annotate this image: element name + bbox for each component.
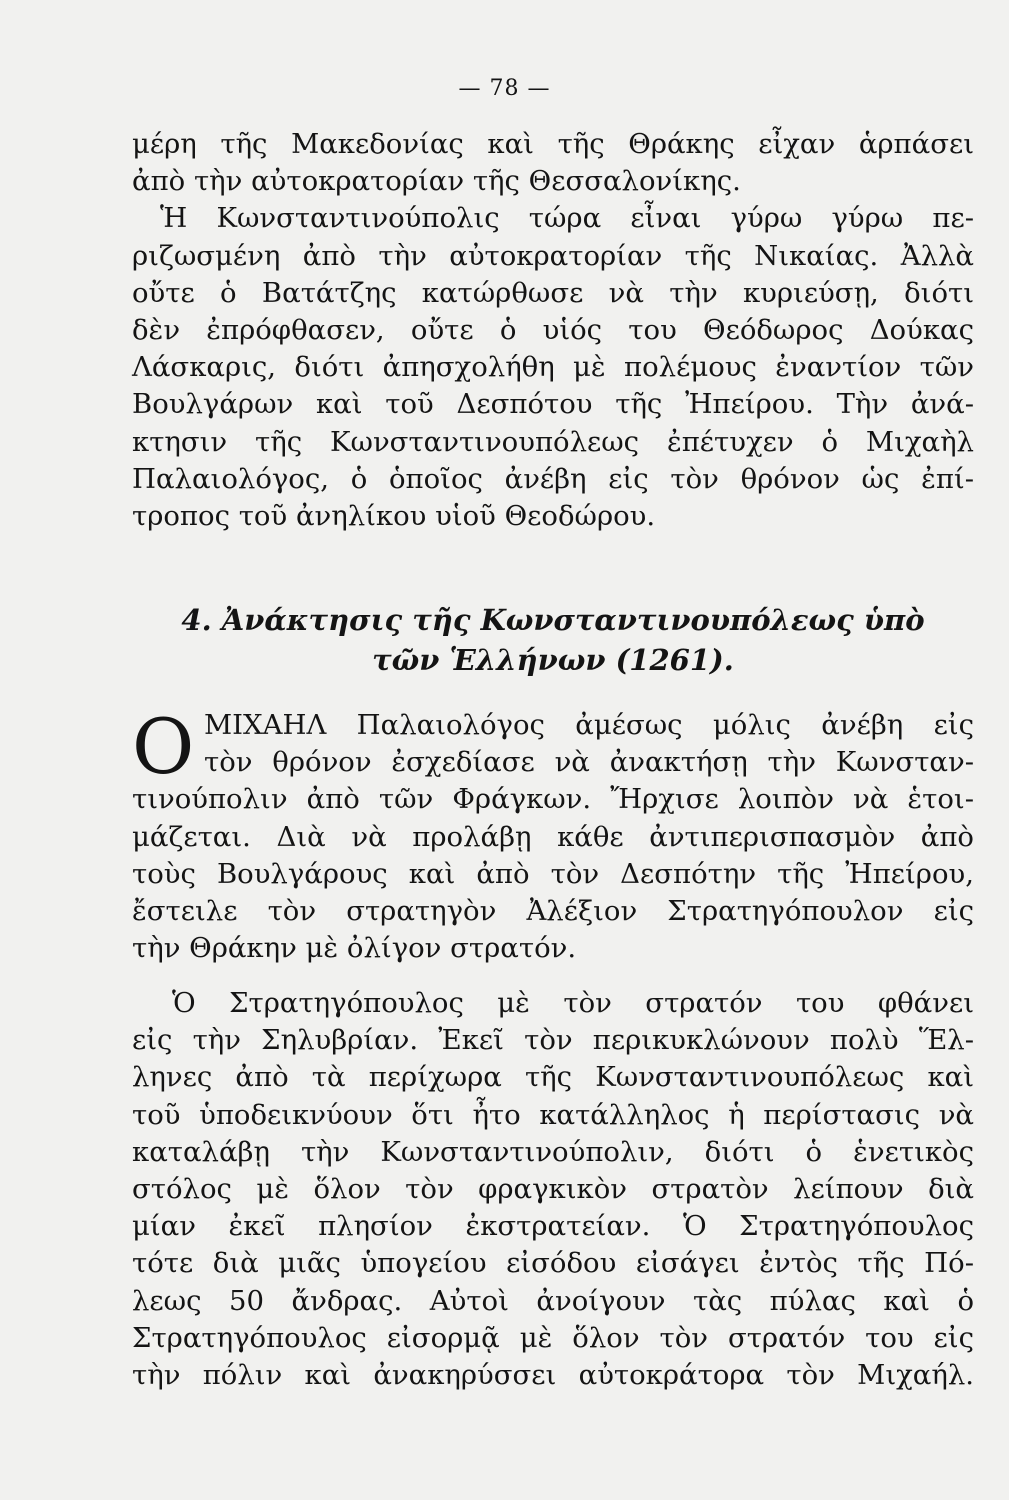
text-line: καταλάβῃ τὴν Κωνσταντινούπολιν, διότι ὁ ἑνετικὸς (132, 1135, 974, 1168)
page-number: — 78 — (458, 76, 551, 101)
text-line: ληνες ἀπὸ τὰ περίχωρα τῆς Κωνσταντινουπόλεως καὶ (132, 1061, 974, 1094)
text-line: τινούπολιν ἀπὸ τῶν Φράγκων. Ἤρχισε λοιπὸν νὰ ἑτοι- (132, 783, 974, 816)
text-line: ἀπὸ τὴν αὐτοκρατορίαν τῆς Θεσσαλονίκης. (132, 165, 741, 198)
text-line: Λάσκαρις, διότι ἀπησχολήθη μὲ πολέμους ἐναντίον τῶν (132, 351, 974, 384)
text-line: Παλαιολόγος, ὁ ὁποῖος ἀνέβη εἰς τὸν θρόνον ὡς ἐπί- (132, 462, 974, 495)
text-line: μάζεται. Διὰ νὰ προλάβῃ κάθε ἀντιπερισπασμὸν ἀπὸ (132, 820, 974, 853)
text-line: οὔτε ὁ Βατάτζης κατώρθωσε νὰ τὴν κυριεύσῃ, διότι (132, 276, 974, 309)
text-line: μέρη τῆς Μακεδονίας καὶ τῆς Θράκης εἶχαν ἁρπάσει (132, 128, 974, 160)
text-line: κτησιν τῆς Κωνσταντινουπόλεως ἐπέτυχεν ὁ Μιχαὴλ (132, 425, 974, 458)
section-heading-line: 4. Ἀνάκτησις τῆς Κωνσταντινουπόλεως ὑπὸ (181, 603, 925, 637)
text-line: Ἡ Κωνσταντινούπολις τώρα εἶναι γύρω γύρω πε- (160, 202, 974, 235)
text-line: εἰς τὴν Σηλυβρίαν. Ἐκεῖ τὸν περικυκλώνουν πολὺ Ἕλ- (132, 1024, 974, 1057)
text-line: στόλος μὲ ὅλον τὸν φραγκικὸν στρατὸν λείπουν διὰ (132, 1173, 974, 1206)
text-line: τὸν θρόνον ἐσχεδίασε νὰ ἀνακτήσῃ τὴν Κωνσταν- (204, 746, 974, 779)
text-line: τότε διὰ μιᾶς ὑπογείου εἰσόδου εἰσάγει ἐντὸς τῆς Πό- (132, 1247, 974, 1280)
text-line: τοῦ ὑποδεικνύουν ὅτι ἦτο κατάλληλος ἡ περίστασις νὰ (132, 1098, 974, 1131)
section-heading (132, 600, 974, 680)
text-block-conclusion (132, 985, 974, 1394)
text-line: ἔστειλε τὸν στρατηγὸν Ἀλέξιον Στρατηγόπουλον εἰς (132, 895, 974, 928)
text-line: λεως 50 ἄνδρας. Αὐτοὶ ἀνοίγουν τὰς πύλας καὶ ὁ (132, 1284, 974, 1317)
text-block-section (132, 702, 974, 967)
text-block-intro (132, 126, 974, 535)
text-line: δὲν ἐπρόφθασεν, οὔτε ὁ υἱός του Θεόδωρος Δούκας (132, 314, 974, 347)
section-heading-line: τῶν Ἑλλήνων (1261). (372, 643, 734, 677)
drop-cap: Ο (132, 702, 195, 791)
text-line: ριζωσμένη ἀπὸ τὴν αὐτοκρατορίαν τῆς Νικαίας. Ἀλλὰ (132, 239, 974, 272)
text-line: τροπος τοῦ ἀνηλίκου υἱοῦ Θεοδώρου. (132, 500, 656, 533)
text-line: τὴν Θράκην μὲ ὀλίγον στρατόν. (132, 932, 577, 965)
text-line: Στρατηγόπουλος εἰσορμᾷ μὲ ὅλον τὸν στρατόν του εἰς (132, 1321, 974, 1354)
text-line: ΜΙΧΑΗΛ Παλαιολόγος ἀμέσως μόλις ἀνέβη εἰς (204, 709, 974, 741)
text-line: Βουλγάρων καὶ τοῦ Δεσπότου τῆς Ἠπείρου. Τὴν ἀνά- (132, 388, 974, 421)
text-line: Ὁ Στρατηγόπουλος μὲ τὸν στρατόν του φθάνει (172, 987, 974, 1019)
text-line: τὴν πόλιν καὶ ἀνακηρύσσει αὐτοκράτορα τὸν Μιχαήλ. (132, 1359, 974, 1392)
text-line: τοὺς Βουλγάρους καὶ ἀπὸ τὸν Δεσπότην τῆς Ἠπείρου, (132, 857, 974, 890)
text-line: μίαν ἐκεῖ πλησίον ἐκστρατείαν. Ὁ Στρατηγόπουλος (132, 1210, 974, 1243)
drop-cap-paragraph (132, 702, 974, 791)
